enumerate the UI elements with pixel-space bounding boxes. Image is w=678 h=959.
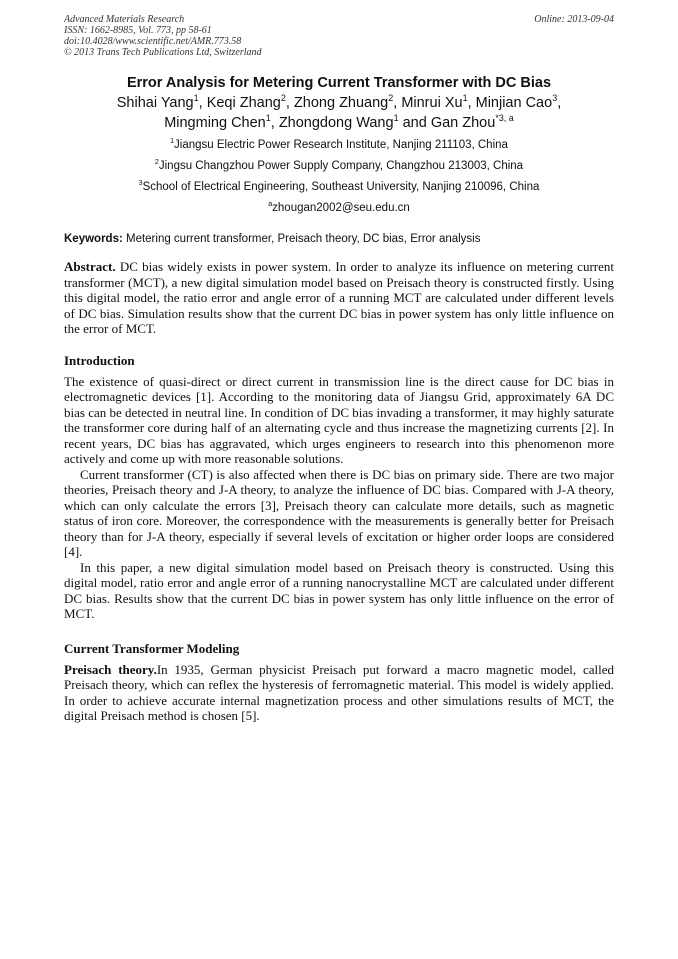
affiliation: $^1$Jiangsu Electric Power Research Institute, Nanjing 211103, China xyxy=(170,137,508,151)
affiliations xyxy=(64,135,614,219)
email: $^a$zhougan2002@seu.edu.cn xyxy=(268,200,410,214)
journal-name: Advanced Materials Research xyxy=(64,14,185,25)
journal-header xyxy=(64,14,614,58)
abstract xyxy=(64,259,614,337)
paragraph-text: In 1935, German physicist Preisach put forward a macro magnetic model, called Preisach theory, which can reflex the hysteresis of ferromagnetic material. This model is widely applied. In order to achieve accurate internal magnetization process and other simulations results of MCT, the digital Preisach method is chosen [5]. xyxy=(64,661,614,723)
author: Minjian Cao$^3$ xyxy=(475,93,558,111)
keywords-label: Keywords: xyxy=(64,233,123,245)
journal-copyright: © 2013 Trans Tech Publications Ltd, Switzerland xyxy=(64,47,262,58)
paragraph: Current transformer (CT) is also affected when there is DC bias on primary side. There are two major theories, Preisach theory and J-A theory, to analyze the influence of DC bias. Compared with J-A theory, which can only calculate the errors [3], Preisach theory can calculate more details, such as magnetic status of iron core. Moreover, the correspondence with the measurements is generally better for Preisach theory than for J-A theory, especially if several levels of excitation or higher order loops are considered [4]. xyxy=(64,466,614,559)
author: Shihai Yang$^1$ xyxy=(116,93,199,111)
author: Zhongdong Wang$^1$ xyxy=(278,113,399,131)
paragraph xyxy=(64,662,614,724)
online-date: Online: 2013-09-04 xyxy=(534,14,614,25)
keywords-text: Metering current transformer, Preisach theory, DC bias, Error analysis xyxy=(122,233,481,245)
journal-doi: doi:10.4028/www.scientific.net/AMR.773.58 xyxy=(64,36,242,47)
paragraph: The existence of quasi-direct or direct current in transmission line is the direct cause for DC bias in electromagnetic devices [1]. According to the monitoring data of Jiangsu Grid, approximately 6A DC bias can be detected in neutral line. In condition of DC bias invading a transformer, it may highly saturate the transformer core during half of an alternating cycle and thus increase the magnetizing currents [2]. In recent years, DC bias has aggravated, which urges engineers to research into this phenomenon more actively and come up with more reasonable solutions. xyxy=(64,373,614,466)
keywords xyxy=(64,233,614,245)
paper-title: Error Analysis for Metering Current Transformer with DC Bias xyxy=(126,75,552,91)
author-list: Shihai Yang$^1$, Keqi Zhang$^2$, Zhong Zhuang$^2$, Minrui Xu$^1$, Minjian Cao$^3$, Mingming Chen$^1$, Zhongdong Wang$^1$ and Gan Zhou$^{*3, a}$ xyxy=(116,93,562,131)
author: Minrui Xu$^1$ xyxy=(401,93,468,111)
abstract-label: Abstract. xyxy=(64,259,116,274)
affiliation: $^2$Jingsu Changzhou Power Supply Company, Changzhou 213003, China xyxy=(154,158,524,172)
author: Keqi Zhang$^2$ xyxy=(206,93,286,111)
abstract-text: DC bias widely exists in power system. In order to analyze its influence on metering current transformer (MCT), a new digital simulation model based on Preisach theory is constructed firstly. Using this digital model, the ratio error and angle error of a running MCT are calculated under different levels of DC bias. Simulation results show that the current DC bias in power system has only little influence on the error of MCT. xyxy=(64,259,614,336)
author: Zhong Zhuang$^2$ xyxy=(293,93,394,111)
author: Mingming Chen$^1$ xyxy=(164,113,271,131)
section-heading: Current Transformer Modeling xyxy=(64,640,240,656)
journal-issn: ISSN: 1662-8985, Vol. 773, pp 58-61 xyxy=(64,25,212,36)
paragraph: In this paper, a new digital simulation model based on Preisach theory is constructed. Using this digital model, ratio error and angle error of a running nanocrystalline MCT are calculated under different DC bias. Results show that the current DC bias in power system has only little influence on the error of MCT. xyxy=(64,559,614,621)
paper-page xyxy=(64,14,614,724)
section-heading: Introduction xyxy=(64,352,135,368)
affiliation: $^3$School of Electrical Engineering, Southeast University, Nanjing 210096, China xyxy=(138,179,540,193)
author: Gan Zhou$^{*3, a}$ xyxy=(430,113,514,131)
runin-heading: Preisach theory. xyxy=(64,661,157,677)
